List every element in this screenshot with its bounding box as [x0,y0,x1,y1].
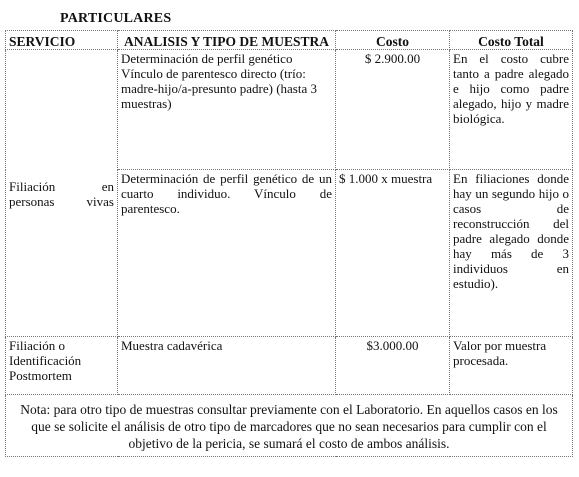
analisis-cell: Determinación de perfil genético de un cuarto individuo. Vínculo de parentesco. [118,170,336,337]
costo-cell: $ 1.000 x muestra [336,170,450,337]
analisis-cell: Determinación de perfil genético Vínculo de parentesco directo (trío: madre-hijo/a-presunto padre) (hasta 3 muestras) [118,50,336,170]
header-costo: Costo [336,31,450,50]
header-analisis: ANALISIS Y TIPO DE MUESTRA [118,31,336,50]
costo-cell: $ 2.900.00 [336,50,450,170]
note-row [6,395,573,457]
footnote: Nota: para otro tipo de muestras consultar previamente con el Laboratorio. En aquellos casos en los que se solicite el análisis de otro tipo de marcadores que no sean necesarios para cumplir con el objetivo de la pericia, se sumará el costo de ambos análisis. [6,395,573,457]
header-row [6,31,573,50]
analisis-cell: Muestra cadavérica [118,337,336,395]
costo-total-cell: En el costo cubre tanto a padre alegado e hijo como padre alegado, hijo y madre biológica. [450,50,573,170]
header-servicio: SERVICIO [6,31,118,50]
costo-total-cell: Valor por muestra procesada. [450,337,573,395]
table-row [6,50,573,170]
costo-total-cell: En filiaciones donde hay un segundo hijo o casos de reconstrucción del padre alegado donde hay más de 3 individuos en estudio). [450,170,573,337]
price-table [5,30,573,457]
servicio-cell: Filiación en personas vivas [6,50,118,337]
table-caption: PARTICULARES [60,11,172,26]
header-costo-total: Costo Total [450,31,573,50]
costo-cell: $3.000.00 [336,337,450,395]
table-row [6,337,573,395]
servicio-cell: Filiación o Identificación Postmortem [6,337,118,395]
